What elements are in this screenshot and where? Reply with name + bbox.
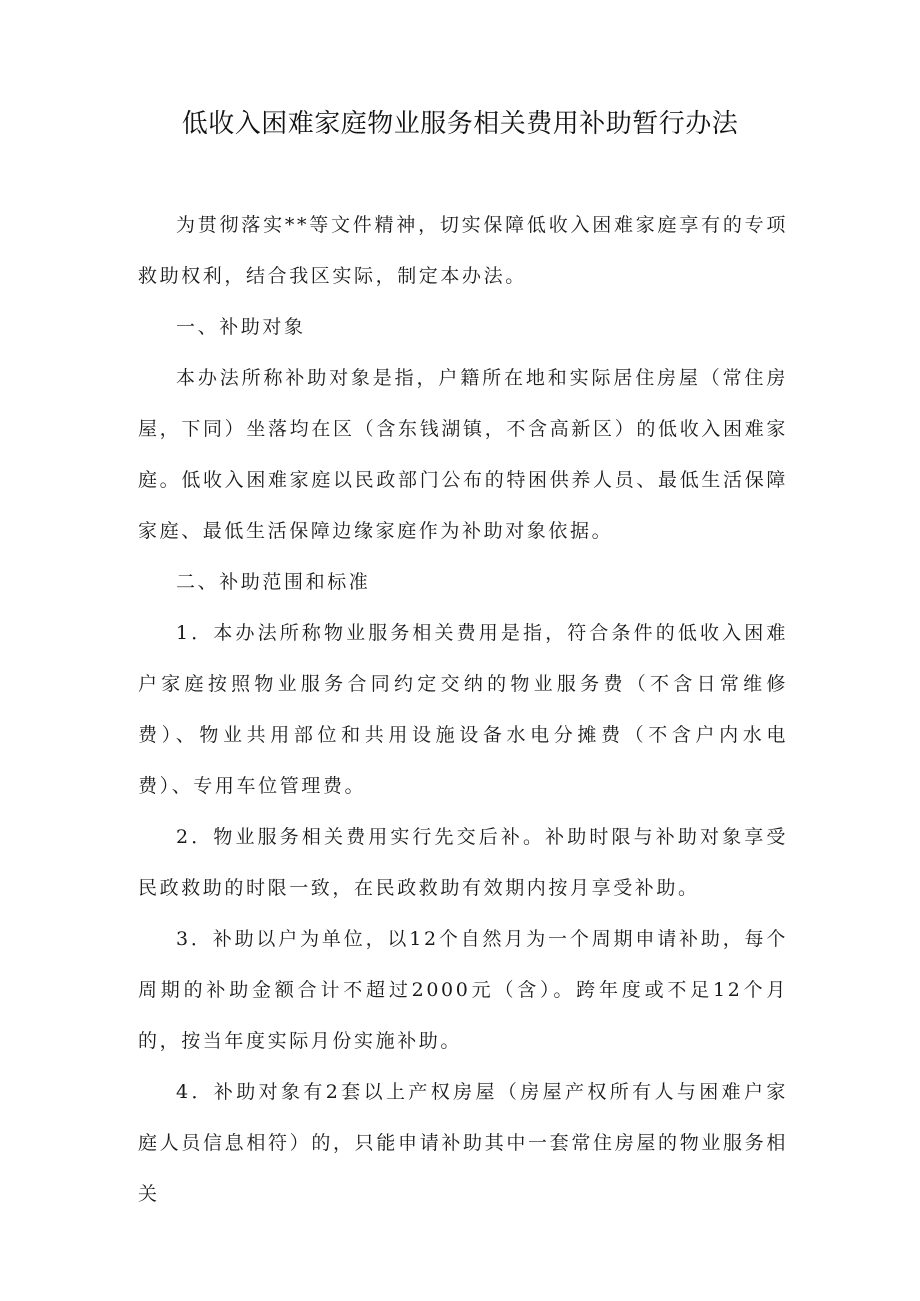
document-body <box>138 200 788 1220</box>
list-item-4: 4．补助对象有2套以上产权房屋（房屋产权所有人与困难户家庭人员信息相符）的，只能申请补助其中一套常住房屋的物业服务相关 <box>138 1081 788 1205</box>
list-item-3: 3．补助以户为单位，以12个自然月为一个周期申请补助，每个周期的补助金额合计不超过2000元（含）。跨年度或不足12个月的，按当年度实际月份实施补助。 <box>138 928 788 1052</box>
section-heading-scope-and-standards: 二、补助范围和标准 <box>176 571 371 593</box>
section-heading-subsidy-recipients: 一、补助对象 <box>176 316 306 338</box>
intro-paragraph: 为贯彻落实**等文件精神，切实保障低收入困难家庭享有的专项救助权利，结合我区实际，制定本办法。 <box>138 214 788 287</box>
list-item-2: 2．物业服务相关费用实行先交后补。补助时限与补助对象享受民政救助的时限一致，在民政救助有效期内按月享受补助。 <box>138 826 788 899</box>
document-title: 低收入困难家庭物业服务相关费用补助暂行办法 <box>181 109 739 139</box>
list-item-1: 1．本办法所称物业服务相关费用是指，符合条件的低收入困难户家庭按照物业服务合同约定交纳的物业服务费（不含日常维修费）、物业共用部位和共用设施设备水电分摊费（不含户内水电费）、专用车位管理费。 <box>138 622 788 797</box>
section-paragraph-subsidy-recipients: 本办法所称补助对象是指，户籍所在地和实际居住房屋（常住房屋，下同）坐落均在区（含东钱湖镇，不含高新区）的低收入困难家庭。低收入困难家庭以民政部门公布的特困供养人员、最低生活保障家庭、最低生活保障边缘家庭作为补助对象依据。 <box>138 367 788 542</box>
